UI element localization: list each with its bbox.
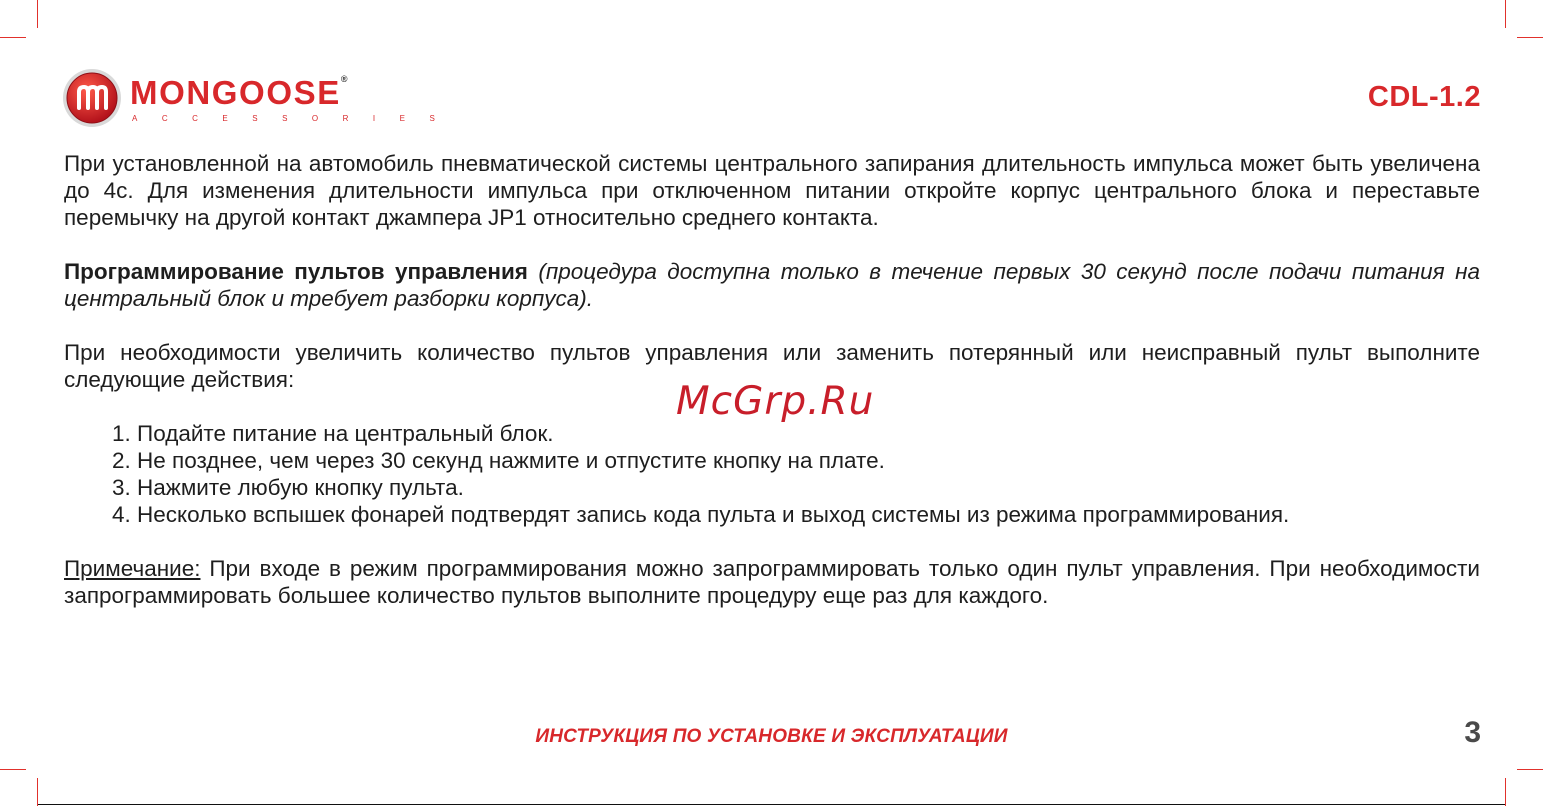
crop-mark [1517, 37, 1543, 38]
section-note: (процедура доступна только в течение первых 30 секунд после подачи питания на центральный блок и требует разборки корпуса). [64, 259, 1480, 311]
crop-mark [0, 37, 26, 38]
crop-mark [37, 778, 38, 806]
instructions-paragraph: При необходимости увеличить количество пультов управления или заменить потерянный или неисправный пульт выполните следующие действия: [64, 340, 1480, 392]
intro-paragraph: При установленной на автомобиль пневматической системы центрального запирания длительность импульса может быть увеличена до 4с. Для изменения длительности импульса при отключенном питании откройте корпус центрального блока и переставьте перемычку на другой контакт джампера JP1 относительно среднего контакта. [64, 151, 1480, 230]
brand-subtitle: ACCESSORIES [132, 114, 460, 123]
note-paragraph [64, 555, 1480, 609]
steps-list [64, 420, 1480, 528]
bottom-rule [38, 804, 1505, 805]
note-text: При входе в режим программирования можно запрограммировать только один пульт управления. При необходимости запрограммировать большее количество пультов выполните процедуру еще раз для каждого. [64, 556, 1480, 608]
section-heading: Программирование пультов управления [64, 259, 528, 284]
crop-mark [37, 0, 38, 28]
footer-title: ИНСТРУКЦИЯ ПО УСТАНОВКЕ И ЭКСПЛУАТАЦИИ [535, 726, 1008, 747]
crop-mark [0, 769, 26, 770]
brand-logo [62, 68, 460, 128]
watermark: McGrp.Ru [676, 379, 875, 424]
page-number: 3 [1464, 716, 1481, 749]
brand-name: MONGOOSE® [130, 74, 350, 111]
list-item: 1. Подайте питание на центральный блок. [112, 421, 554, 446]
crop-mark [1517, 769, 1543, 770]
programming-paragraph [64, 258, 1480, 312]
note-label: Примечание: [64, 556, 201, 581]
list-item: 3. Нажмите любую кнопку пульта. [112, 475, 464, 500]
list-item: 4. Несколько вспышек фонарей подтвердят запись кода пульта и выход системы из режима программирования. [112, 502, 1290, 527]
crop-mark [1505, 778, 1506, 806]
model-code: CDL-1.2 [1367, 81, 1481, 113]
crop-mark [1505, 0, 1506, 28]
mongoose-logo-icon [62, 68, 122, 128]
list-item: 2. Не позднее, чем через 30 секунд нажмите и отпустите кнопку на плате. [112, 448, 885, 473]
